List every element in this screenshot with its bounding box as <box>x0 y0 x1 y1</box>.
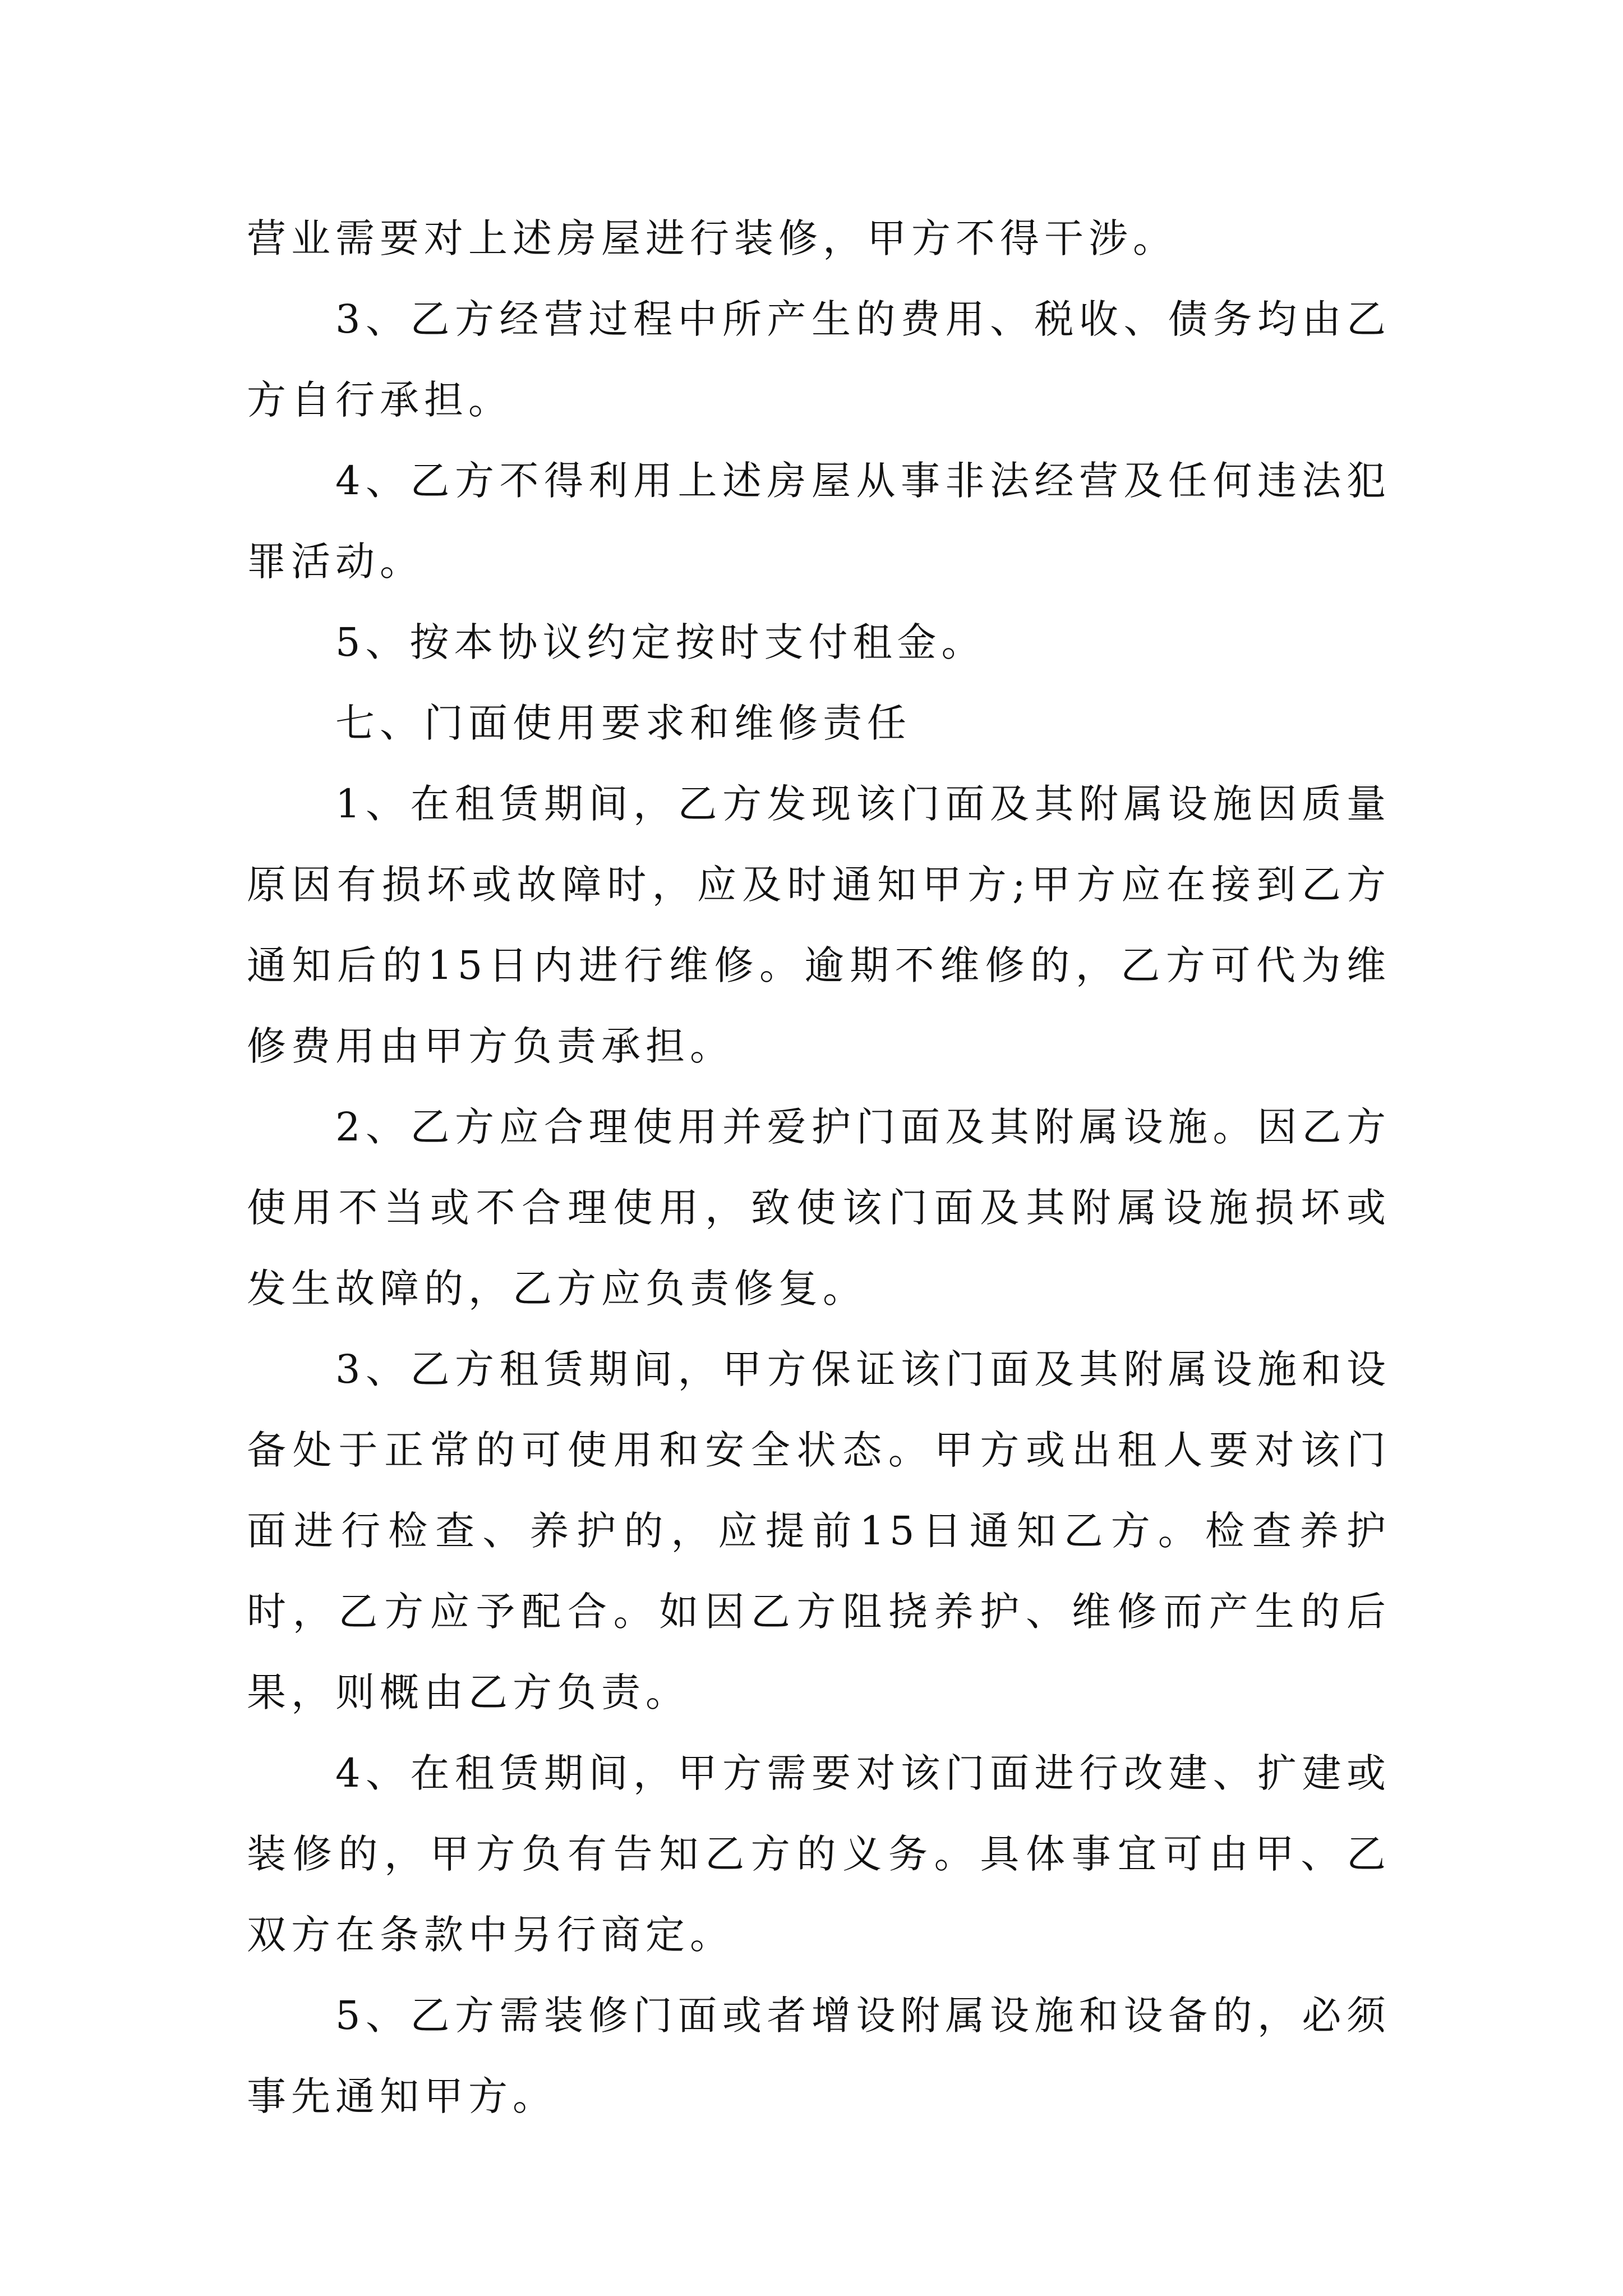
paragraph-7-2-proper-use: 2、乙方应合理使用并爱护门面及其附属设施。因乙方使用不当或不合理使用，致使该门面及其附属设施损坏或发生故障的，乙方应负责修复。 <box>247 1104 1391 1312</box>
paragraph-7-3-inspection: 3、乙方租赁期间，甲方保证该门面及其附属设施和设备处于正常的可使用和安全状态。甲方或出租人要对该门面进行检查、养护的，应提前15日通知乙方。检查养护时，乙方应予配合。如因乙方阻挠养护、维修而产生的后果，则概由乙方负责。 <box>247 1346 1391 1715</box>
paragraph-7-4-renovation: 4、在租赁期间，甲方需要对该门面进行改建、扩建或装修的，甲方负有告知乙方的义务。具体事宜可由甲、乙双方在条款中另行商定。 <box>247 1750 1391 1958</box>
paragraph-7-1-repairs: 1、在租赁期间，乙方发现该门面及其附属设施因质量原因有损坏或故障时，应及时通知甲方;甲方应在接到乙方通知后的15日内进行维修。逾期不维修的，乙方可代为维修费用由甲方负责承担。 <box>247 781 1391 1069</box>
section-heading-7: 七、门面使用要求和维修责任 <box>335 700 911 746</box>
paragraph-clause-3-expenses: 3、乙方经营过程中所产生的费用、税收、债务均由乙方自行承担。 <box>247 296 1391 423</box>
paragraph-continuation: 营业需要对上述房屋进行装修，甲方不得干涉。 <box>247 215 1177 261</box>
paragraph-7-5-notify: 5、乙方需装修门面或者增设附属设施和设备的，必须事先通知甲方。 <box>247 1993 1391 2119</box>
paragraph-clause-5-rent: 5、按本协议约定按时支付租金。 <box>335 619 986 665</box>
paragraph-clause-4-illegal: 4、乙方不得利用上述房屋从事非法经营及任何违法犯罪活动。 <box>247 458 1391 585</box>
document-body <box>247 198 1391 2137</box>
